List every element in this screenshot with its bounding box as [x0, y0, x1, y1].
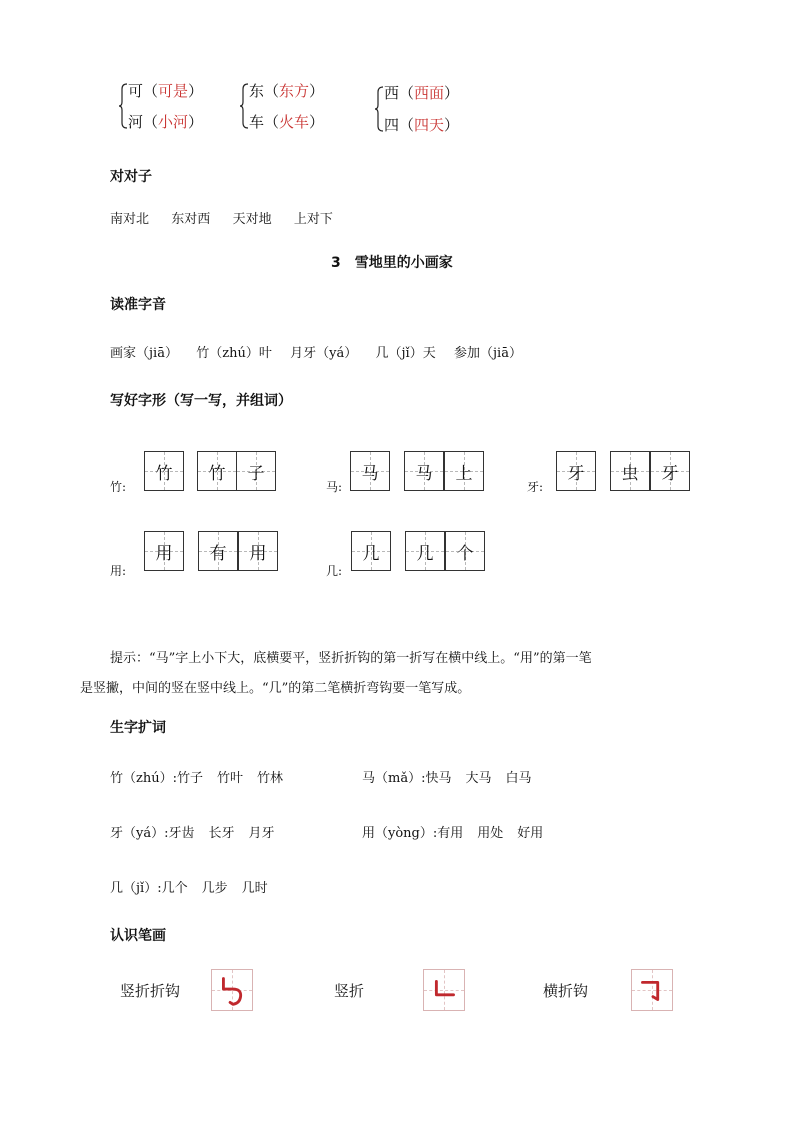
tianzige-cell: 马	[350, 451, 390, 491]
pair-item: 南对北	[110, 212, 150, 227]
lesson-number: 3	[331, 255, 341, 271]
reading-item: 月牙（yá）	[290, 346, 358, 361]
stroke-box	[211, 969, 253, 1011]
duiduizi-pairs	[110, 208, 333, 227]
brace-icon	[374, 86, 384, 132]
tianzige-cell: 上	[444, 451, 484, 491]
tianzige-cell: 个	[445, 531, 485, 571]
section-heading-duiduizi: 对对子	[110, 169, 152, 185]
section-heading-reading: 读准字音	[110, 297, 166, 313]
stroke-box	[631, 969, 673, 1011]
writing-box-group	[144, 451, 284, 491]
stroke-shuzhe-icon	[424, 970, 464, 1010]
brace-icon	[118, 83, 128, 129]
tip-line-2: 是竖撇，中间的竖在竖中线上。“几”的第二笔横折弯钩要一笔写成。	[80, 681, 471, 696]
word-group-line: 西（西面）	[384, 84, 460, 102]
word-group-line: 车（火车）	[249, 113, 325, 131]
writing-label: 几:	[326, 564, 343, 578]
expand-entry: 用（yòng）:有用 用处 好用	[362, 826, 544, 841]
writing-box-group	[144, 531, 284, 571]
writing-box-group	[350, 451, 490, 491]
writing-label: 竹:	[110, 480, 127, 494]
stroke-name: 横折钩	[543, 982, 589, 1000]
stroke-shuzhezhegou-icon	[212, 970, 252, 1010]
word-group-line: 四（四天）	[384, 116, 460, 134]
tianzige-cell: 有	[198, 531, 238, 571]
stroke-hengzhegou-icon	[632, 970, 672, 1010]
tianzige-cell: 竹	[197, 451, 237, 491]
writing-box-group	[351, 531, 491, 571]
word-group-line: 河（小河）	[128, 113, 204, 131]
pair-item: 天对地	[232, 212, 272, 227]
expand-entry: 竹（zhú）:竹子 竹叶 竹林	[110, 771, 284, 786]
tianzige-cell: 几	[351, 531, 391, 571]
tianzige-cell: 马	[404, 451, 444, 491]
reading-item: 参加（jiā）	[454, 346, 522, 361]
reading-item: 竹（zhú）叶	[196, 346, 272, 361]
section-heading-writing: 写好字形（写一写，并组词）	[110, 393, 292, 409]
section-heading-strokes: 认识笔画	[110, 928, 166, 944]
writing-box-group	[556, 451, 696, 491]
expand-entry: 马（mǎ）:快马 大马 白马	[362, 771, 532, 786]
stroke-name: 竖折	[334, 982, 365, 1000]
pair-item: 东对西	[171, 212, 211, 227]
tianzige-cell: 用	[238, 531, 278, 571]
word-group-line: 东（东方）	[249, 82, 325, 100]
word-group-line: 可（可是）	[128, 82, 204, 100]
stroke-box	[423, 969, 465, 1011]
tip-line-1: 提示：“马”字上小下大，底横要平，竖折折钩的第一折写在横中线上。“用”的第一笔	[110, 651, 592, 666]
tianzige-cell: 牙	[650, 451, 690, 491]
tianzige-cell: 子	[236, 451, 276, 491]
tianzige-cell: 用	[144, 531, 184, 571]
lesson-title	[331, 252, 453, 272]
writing-label: 牙:	[527, 480, 544, 494]
expand-entry: 几（jǐ）:几个 几步 几时	[110, 881, 268, 896]
lesson-name: 雪地里的小画家	[354, 255, 453, 271]
reading-items	[110, 342, 522, 361]
reading-item: 画家（jiā）	[110, 346, 178, 361]
tianzige-cell: 几	[405, 531, 445, 571]
reading-item: 几（jǐ）天	[375, 346, 436, 361]
writing-label: 用:	[110, 564, 127, 578]
tianzige-cell: 牙	[556, 451, 596, 491]
expand-entry: 牙（yá）:牙齿 长牙 月牙	[110, 826, 275, 841]
tianzige-cell: 虫	[610, 451, 650, 491]
brace-icon	[239, 83, 249, 129]
stroke-name: 竖折折钩	[120, 982, 181, 1000]
pair-item: 上对下	[293, 212, 333, 227]
tianzige-cell: 竹	[144, 451, 184, 491]
writing-label: 马:	[326, 480, 343, 494]
section-heading-expand: 生字扩词	[110, 720, 166, 736]
